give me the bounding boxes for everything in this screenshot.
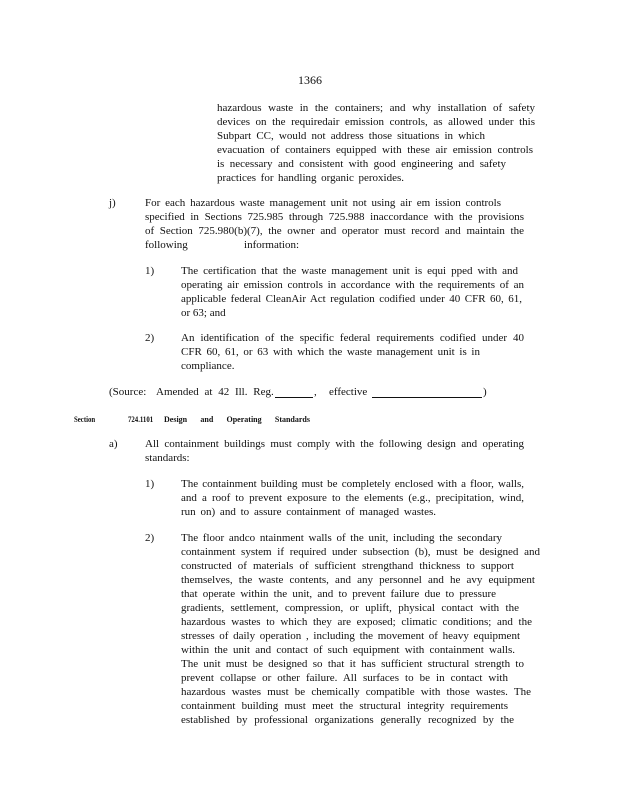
paragraph-line: The certification that the waste management unit is equi pped with and: [181, 265, 518, 277]
subitem-label: 1): [145, 265, 155, 277]
source-comma: ,: [314, 386, 317, 398]
continuation-line: hazardous waste in the containers; and why installation of safety: [217, 102, 535, 114]
paragraph-line: The containment building must be completely enclosed with a floor, walls,: [181, 478, 524, 490]
subitem-label: 2): [145, 532, 155, 544]
paragraph-line: CFR 60, 61, or 63 with which the waste management unit is in: [181, 346, 480, 358]
paragraph-line: hazardous wastes to which they are exposed; climatic conditions; and the: [181, 616, 532, 628]
paragraph-line: following information:: [145, 239, 299, 251]
section-number: 724.1101: [128, 415, 154, 424]
source-open: (Source:: [109, 386, 147, 398]
paragraph-line: applicable federal CleanAir Act regulation codified under 40 CFR 60, 61,: [181, 293, 522, 305]
paragraph-line: prevent collapse or other failure. All surfaces to be in contact with: [181, 672, 508, 684]
paragraph-line: that operate within the unit, and to prevent failure due to pressure: [181, 588, 496, 600]
continuation-line: devices on the requiredair emission controls, as allowed under this: [217, 116, 535, 128]
item-label: a): [109, 438, 118, 450]
paragraph-line: For each hazardous waste management unit not using air em ission controls: [145, 197, 501, 209]
blank-register-volume: [275, 397, 313, 398]
paragraph-line: themselves, the waste contents, and any personnel and he avy equipment: [181, 574, 535, 586]
subitem-label: 2): [145, 332, 155, 344]
paragraph-line: established by professional organizations generally recognized by the: [181, 714, 514, 726]
paragraph-line: constructed of materials of sufficient strengthand thickness to support: [181, 560, 514, 572]
paragraph-line: and a roof to prevent exposure to the elements (e.g., precipitation, wind,: [181, 492, 524, 504]
paragraph-line: gradients, settlement, compression, or uplift, physical contact with the: [181, 602, 519, 614]
page-number: 1366: [298, 73, 322, 87]
source-close: ): [483, 386, 487, 398]
paragraph-line: An identification of the specific federal requirements codified under 40: [181, 332, 524, 344]
paragraph-line: operating air emission controls in accordance with the requirements of an: [181, 279, 524, 291]
source-amended: Amended at 42 Ill. Reg.: [156, 386, 274, 398]
subitem-label: 1): [145, 478, 155, 490]
paragraph-line: All containment buildings must comply with the following design and operating: [145, 438, 524, 450]
source-effective: effective: [329, 386, 368, 398]
section-title: Design and Operating Standards: [164, 415, 310, 424]
section-word: Section: [74, 415, 96, 424]
paragraph-line: or 63; and: [181, 307, 226, 319]
paragraph-line: of Section 725.980(b)(7), the owner and operator must record and maintain the: [145, 225, 524, 237]
paragraph-line: specified in Sections 725.985 through 725.988 inaccordance with the provisions: [145, 211, 524, 223]
continuation-line: practices for handling organic peroxides.: [217, 172, 404, 184]
continuation-line: is necessary and consistent with good engineering and safety: [217, 158, 506, 170]
continuation-line: Subpart CC, would not address those situations in which: [217, 130, 485, 142]
paragraph-line: containment building must meet the structural integrity requirements: [181, 700, 508, 712]
paragraph-line: containment system if required under subsection (b), must be designed and: [181, 546, 540, 558]
paragraph-line: standards:: [145, 452, 190, 464]
paragraph-line: compliance.: [181, 360, 235, 372]
item-label: j): [109, 197, 116, 209]
paragraph-line: run on) and to assure containment of managed wastes.: [181, 506, 436, 518]
paragraph-line: hazardous wastes must be chemically compatible with those wastes. The: [181, 686, 531, 698]
paragraph-line: within the unit and contact of such equipment with containment walls.: [181, 644, 515, 656]
continuation-line: evacuation of containers equipped with these air emission controls: [217, 144, 533, 156]
paragraph-line: The floor andco ntainment walls of the unit, including the secondary: [181, 532, 502, 544]
paragraph-line: stresses of daily operation , including the movement of heavy equipment: [181, 630, 520, 642]
blank-effective-date: [372, 397, 482, 398]
paragraph-line: The unit must be designed so that it has sufficient structural strength to: [181, 658, 524, 670]
